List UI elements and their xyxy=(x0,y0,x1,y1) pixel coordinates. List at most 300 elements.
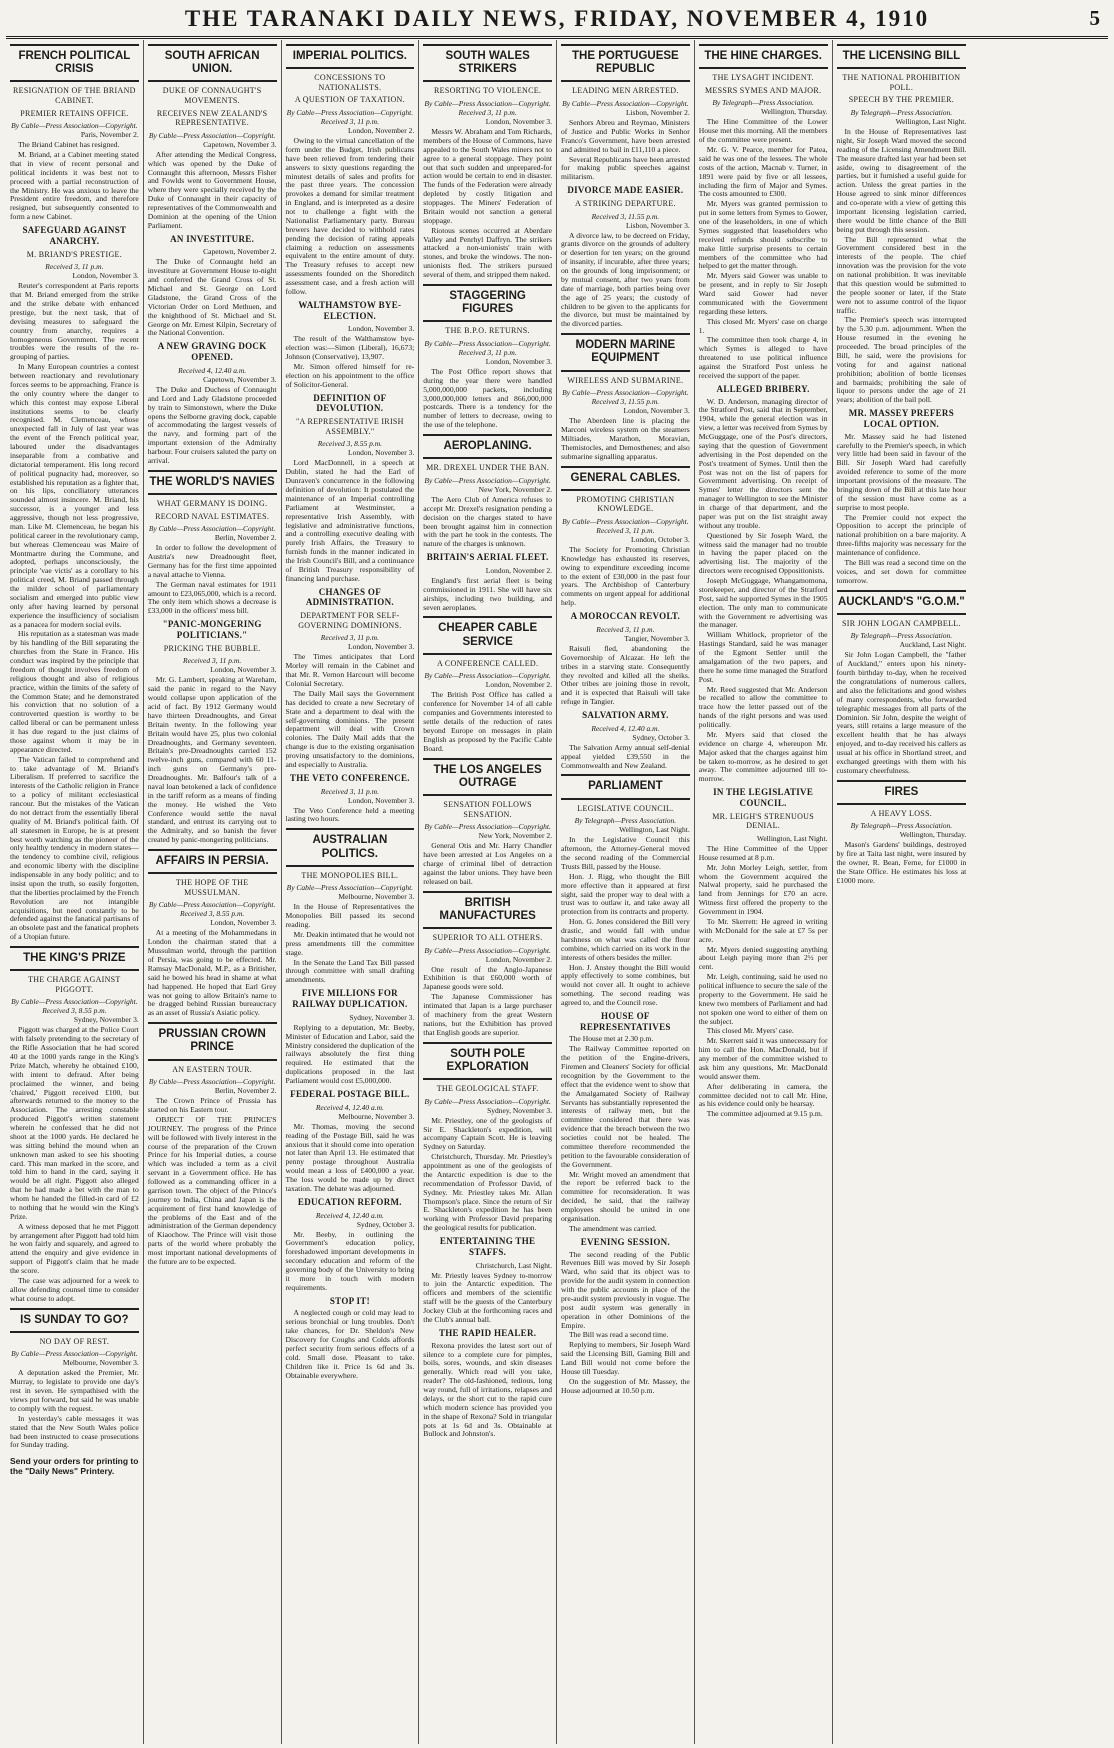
article-body xyxy=(148,929,277,1018)
article-dateline xyxy=(423,339,552,366)
article-dateline xyxy=(286,787,415,805)
article-dateline xyxy=(10,121,139,139)
article-subheading: THE GEOLOGICAL STAFF. xyxy=(436,1084,539,1094)
article-body xyxy=(286,1123,415,1194)
article-body xyxy=(423,496,552,549)
article-subheading: AN EASTERN TOUR. xyxy=(172,1064,253,1074)
dateline-place: London, November 2. xyxy=(485,954,552,964)
article-body xyxy=(10,141,139,222)
article-dateline xyxy=(837,631,967,649)
article-paragraph: On the suggestion of Mr. Massey, the House adjourned at 10.50 p.m. xyxy=(561,1376,690,1395)
article-paragraph: The House met at 2.30 p.m. xyxy=(569,1034,654,1044)
article-subheading: A STRIKING DEPARTURE. xyxy=(574,198,676,208)
article-body xyxy=(286,1231,415,1293)
article xyxy=(837,44,967,405)
article-subheading: RECORD NAVAL ESTIMATES. xyxy=(155,511,270,521)
article-body xyxy=(561,546,690,608)
article xyxy=(561,333,690,461)
dateline-source: By Cable—Press Association—Copyright. xyxy=(11,121,138,131)
article-subheading: LEGISLATIVE COUNCIL. xyxy=(577,803,674,813)
dateline-place: Melbourne, November 3. xyxy=(338,1111,415,1121)
article-dateline xyxy=(837,821,967,839)
article-paragraph: Senhors Abreu and Reymao, Ministers of Justice and Public Works in Senhor Franco's Government, have been arrested and admitted to bail in £11,110 a piece. xyxy=(561,118,690,154)
article-paragraph: The Daily Mail says the Government has decided to create a new Secretary of State and a department to deal with the self-governing dominions. The present department will deal with Crown colonies. The Daily Mail adds that the change is due to the existing organisation proving unsatisfactory to the dominions, and especially to Australia. xyxy=(285,688,415,769)
dateline-source: By Cable—Press Association—Copyright. xyxy=(424,822,551,832)
article-paragraph: One result of the Anglo-Japanese Exhibition is that £60,000 worth of Japanese goods were sold. xyxy=(423,964,552,992)
article-body xyxy=(423,128,552,280)
article-body xyxy=(561,232,690,330)
article-dateline xyxy=(10,1349,139,1367)
article-headline: THE PORTUGUESE REPUBLIC xyxy=(561,44,690,82)
article-paragraph: The second reading of the Public Revenues Bill was moved by Sir Joseph Ward, who said that its object was to provide for the audit system in connection with the public accounts in place of the pre-audit system previously in vogue. The post audit system was generally in operation in other Dominions of the Empire. xyxy=(561,1249,690,1330)
article-paragraph: Raisuli fled, abandoning the Governorship of Alcazar. He left the tribes in a starving state. Consequently they revolted and killed all the sheiks. Other tribes are joining those in revolt, and it is expected that Raisuli will take refuge in Tangier. xyxy=(561,643,690,707)
article-body xyxy=(10,1369,139,1450)
article xyxy=(423,616,552,753)
article-body xyxy=(286,903,415,985)
article-paragraph: Mr. John Morley Leigh, settler, from whom the Government acquired the Nalwal property, said he purchased the land from Jennings for £70 an acre. Witness first offered the property to the Government in 1904. xyxy=(698,862,828,917)
article-paragraph: Mr. Thomas, moving the second reading of the Postage Bill, said he was anxious that it should come into operation not later than April 13. He estimated that penny postage throughout Australia would mean a loss of £400,000 a year. The loss would be made up by direct taxation. The debate was adjourned. xyxy=(285,1121,415,1193)
article xyxy=(286,587,415,770)
article-headline: THE LICENSING BILL xyxy=(837,44,967,69)
article-headline: SOUTH WALES STRIKERS xyxy=(423,44,552,82)
article-paragraph: Mr. Massey said he had listened carefully to the Premier's speech, in which very little had been said in favour of the Bill. Sir Joseph Ward had carefully avoided reference to some of the more important provisions of the measure. The bringing down of the Bill at this late hour of the session must have come as a surprise to most people. xyxy=(836,431,967,512)
article xyxy=(837,590,967,776)
article-paragraph: Joseph McGuggage, Whangamomona, storekeeper, and director of the Stratford Post, said he supported Symes in the 1905 election. The only man to communicate with the Government re advertising was the manager. xyxy=(698,576,828,630)
article-subheading: EDUCATION REFORM. xyxy=(297,1196,402,1207)
article-paragraph: The Premier could not expect the Opposition to accept the principle of national prohibition on a bare majority. A three-fifths majority was necessary for the maintenance of confidence. xyxy=(836,512,967,558)
dateline-place: Wellington, Last Night. xyxy=(756,833,828,843)
dateline-place: Lisbon, November 2. xyxy=(626,108,690,118)
dateline-source: Received 3, 8.55 p.m. xyxy=(317,439,383,449)
dateline-place: London, November 3. xyxy=(348,324,415,334)
article-paragraph: Christchurch, Thursday. Mr. Priestley's appointment as one of the geologists of the Antarctic expedition is due to the recommendation of Professor David, of Sydney. Mr. Priestley takes Mr. Allan Thompson's place. Since the return of Sir E. Shackleton's expedition he has been working with Professor David preparing the geological results for publication. xyxy=(423,1152,552,1233)
article xyxy=(561,710,690,770)
article-paragraph: Lord MacDonnell, in a speech at Dublin, stated he had the Earl of Dunraven's concurrence in the following definition of devolution: It postulated the maintenance of an Imperial controlling Parliament at Westminster, a representative Irish Assembly, with legislative and administrative functions, and a controlling executive dealing with purely Irish Affairs, the Treasury to furnish funds in the manner indicated in the Irish Council's Bill, and a continuance of British Treasury responsibility of financing land purchase. xyxy=(285,458,415,583)
article-paragraph: General Otis and Mr. Harry Chandler have been arrested at Los Angeles on a charge of criminal libel of detraction against the labor unions. They have been released on bail. xyxy=(423,841,552,886)
article-headline: IMPERIAL POLITICS. xyxy=(286,44,415,69)
article-subheading: STOP IT! xyxy=(329,1295,370,1306)
article-body xyxy=(10,1026,139,1303)
article-paragraph: Mr. Priestly leaves Sydney to-morrow to join the Antarctic expedition. The officers and members of the scientific staff will be the guests of the Canterbury Jockey Club at the forthcoming races and the Club's annual ball. xyxy=(423,1270,552,1324)
article-paragraph: William Whitlock, proprietor of the Hastings Standard, said he was manager of the Egmont Settler until the amalgamation of the two papers, and there he some time managed the Stratford Post. xyxy=(698,630,828,684)
dateline-place: London, November 3. xyxy=(210,918,277,928)
dateline-place: London, November 2. xyxy=(485,565,552,575)
article-subheading: NO DAY OF REST. xyxy=(39,1336,110,1346)
article xyxy=(837,780,967,886)
dateline-source: Received 4, 12.40 a.m. xyxy=(315,1210,384,1220)
article xyxy=(699,787,828,1119)
article-subheading: RESORTING TO VIOLENCE. xyxy=(434,86,542,96)
article xyxy=(561,1237,690,1396)
article-paragraph: The Bill represented what the Government considered best in the interests of the people. The chief innovation was the provision for the vote on national prohibition. It was inevitable that this question would be submitted to the people sooner or later, if the State were not to assume control of the liquor traffic. xyxy=(836,234,967,315)
dateline-source: By Cable—Press Association—Copyright. Received 3, 11 p.m. xyxy=(562,516,689,535)
article-dateline xyxy=(561,212,690,230)
article-paragraph: Hon. G. Jones considered the Bill very drastic, and would fall with undue harshness on what was called the flour combine, which carried on its work in the interests of others besides the miller. xyxy=(561,917,690,962)
article-subheading: DIVORCE MADE EASIER. xyxy=(567,185,684,196)
article-body xyxy=(561,645,690,707)
column-4 xyxy=(419,40,557,1744)
article-body xyxy=(148,151,277,231)
article-body xyxy=(561,119,690,182)
dateline-source: By Cable—Press Association—Copyright. Received 3, 11 p.m. xyxy=(424,338,551,357)
article xyxy=(423,1236,552,1325)
article-paragraph: Mr. G. Lambert, speaking at Wareham, said the panic in regard to the Navy would collapse upon application of the acid of fact. By 1912 Germany would have thirteen Dreadnoughts, and Great Britain twenty. In the following year Britain would have 25, plus two colonial Dreadnoughts, and Germany seventeen. Britain's pre-Dreadnoughts carried 152 twelve-inch guns, compared with 60 11-inch guns on Germany's pre-Dreadnoughts. Mr. Balfour's talk of a naval loan betokened a lack of confidence in the tariff reform as a means of finding the money. He wished the Veto Conference would settle the naval standard, and entrust its carrying out to the Admiralty, and so banish the fever created by panic-mongering politicians. xyxy=(147,675,277,845)
article-body xyxy=(561,1251,690,1396)
article-paragraph: The Hine Committee of the Lower House met this morning. All the members of the committee were present. xyxy=(698,117,828,145)
article-dateline xyxy=(699,834,828,843)
article-paragraph: In the Senate the Land Tax Bill passed through committee with small drafting amendments. xyxy=(285,957,415,985)
dateline-place: Sydney, October 3. xyxy=(356,1219,415,1229)
article-subheading: EVENING SESSION. xyxy=(580,1236,671,1247)
article-subheading: THE VETO CONFERENCE. xyxy=(289,772,410,783)
article-dateline xyxy=(561,517,690,544)
article-paragraph: Messrs W. Abraham and Tom Richards, members of the House of Commons, have appealed to the South Wales miners not to agree to a general stoppage. They point out that such sudden and unprepared-for action would be certain to end in disaster. The funds of the Federation were already depleted by costly litigation and stoppages. The Miners' Federation of Britain would not sanction a general stoppage. xyxy=(423,127,552,225)
article-headline: FIRES xyxy=(837,780,967,805)
article-dateline xyxy=(561,625,690,643)
article-paragraph: The Veto Conference held a meeting lasting two hours. xyxy=(285,805,415,824)
dateline-source: By Telegraph—Press Association. xyxy=(850,821,953,831)
article xyxy=(10,225,139,942)
dateline-place: London, November 3. xyxy=(348,448,415,458)
article-paragraph: Mr. Wright moved an amendment that the report be referred back to the committee for reconsideration. It was decided, he said, that the railway employees should be united in one organisation. xyxy=(561,1169,690,1223)
article-subheading: DEFINITION OF DEVOLUTION. xyxy=(313,392,387,414)
article-subheading: MR. MASSEY PREFERS LOCAL OPTION. xyxy=(848,408,955,429)
article-subheading: DEPARTMENT FOR SELF-GOVERNING DOMINIONS. xyxy=(298,611,402,630)
dateline-place: Sydney, November 3. xyxy=(349,1012,415,1022)
article-paragraph: The amendment was carried. xyxy=(569,1223,657,1233)
article-body xyxy=(699,398,828,785)
article-body xyxy=(423,1117,552,1233)
article-paragraph: Mr. Beeby, in outlining the Government's education policy, foreshadowed important developments in secondary education and reform of the governing body of the University to bring it more in touch with modern requirements. xyxy=(285,1229,415,1292)
article-paragraph: W. D. Anderson, managing director of the Stratford Post, said that in September, 1904, while the general election was in view, a letter was received from Symes by McGuggage, one of the Post's directors, saying that the question of Government advertising in the Post depended on the Post's treatment of Symes. Until then the Post was not on the list of papers for Government advertising. On receipt of Symes' letter the directors sent the manager to Wellington to see the Minister in charge of that department, and the paper was put on the list straight away without any trouble. xyxy=(698,396,828,530)
dateline-source: By Telegraph—Press Association. xyxy=(850,631,953,641)
article-dateline xyxy=(148,524,277,542)
article xyxy=(837,408,967,585)
article-paragraph: The Premier's speech was interrupted by the 5.30 p.m. adjournment. When the House resumed in the evening he proceeded. The broad principles of the Bill, he said, were the provisions for voting for and against national prohibition; abolition of bottle licenses and barmaids; prohibiting the sale of liquor to persons under the age of 21 years; abolition of the bail poll. xyxy=(836,315,967,405)
article xyxy=(561,611,690,707)
article-paragraph: In the House of Representatives last night, Sir Joseph Ward moved the second reading of the Licensing Amendment Bill. The measure drafted last year had been set aside, owing to disagreement of the parties, but it furnished a useful guide for action. Unless the great parties in the House agreed to sink minor differences and co-operate with a view of getting this important licensing legislation carried, there would be little chance of the Bill being put through this session. xyxy=(836,127,967,234)
dateline-source: By Cable—Press Association—Copyright. xyxy=(424,671,551,681)
article-headline: THE LOS ANGELES OUTRAGE xyxy=(423,758,552,796)
article-paragraph: To Mr. Skerrett: He agreed in writing with McDonald for the sale at £7 5s per acre. xyxy=(698,916,828,944)
article-subheading: PRICKING THE BUBBLE. xyxy=(163,643,261,653)
article-headline: BRITISH MANUFACTURES xyxy=(423,891,552,929)
dateline-place: London, November 2. xyxy=(348,126,415,135)
dateline-source: Received 4, 12.40 a.m. xyxy=(315,1102,384,1112)
article-paragraph: Replying to a deputation, Mr. Beeby, Minister of Education and Labor, said the Ministry considered the duplication of the railways absolutely the first thing required. He estimated that the duplications proposed in the last Parliament would cost £5,000,000. xyxy=(285,1022,415,1086)
article-subheading: IN THE LEGISLATIVE COUNCIL. xyxy=(713,787,814,808)
article-dateline xyxy=(423,99,552,126)
article-headline: THE KING'S PRIZE xyxy=(10,946,139,971)
article-paragraph: Mr. Leigh, continuing, said he used no political influence to secure the sale of the property to the Government. He said he knew two members of Parliament and had not spoken one word to either of them on the subject. xyxy=(698,972,828,1026)
article-subheading: FEDERAL POSTAGE BILL. xyxy=(290,1088,410,1099)
article-subheading: "A REPRESENTATIVE IRISH ASSEMBLY." xyxy=(295,417,404,436)
article-body xyxy=(837,841,967,885)
article-subheading: HOUSE OF REPRESENTATIVES xyxy=(580,1010,671,1032)
article-subheading: WHAT GERMANY IS DOING. xyxy=(156,499,268,509)
article xyxy=(286,828,415,985)
article-body xyxy=(561,744,690,771)
article xyxy=(423,434,552,549)
article-body xyxy=(423,368,552,430)
column-3 xyxy=(282,40,420,1744)
article xyxy=(286,1089,415,1194)
article xyxy=(148,234,277,339)
article-paragraph: The committee then took charge 4, in which Symes is alleged to have threatened to use political influence against the Stratford Post unless he received the support of the paper. xyxy=(698,335,828,380)
article-dateline xyxy=(423,822,552,840)
article-paragraph: The Times anticipates that Lord Morley will remain in the Cabinet and that Mr. R. Vernon Harcourt will become Colonial Secretary. xyxy=(285,652,415,689)
article-dateline xyxy=(561,816,690,834)
article-paragraph: Mr. Myers said Gower was unable to be present, and in reply to Sir Joseph Ward said Gower had never communicated with the Government regarding these letters. xyxy=(698,271,828,316)
column-1 xyxy=(6,40,144,1744)
dateline-place: Berlin, November 2. xyxy=(214,1086,277,1096)
dateline-source: Received 3, 11 p.m. xyxy=(45,262,104,272)
article-paragraph: After deliberating in camera, the committee decided not to call Mr. Hine, as his evidence could only be hearsay. xyxy=(698,1081,828,1109)
article xyxy=(561,185,690,329)
article xyxy=(148,470,277,616)
dateline-source: Received 3, 11.55 p.m. xyxy=(591,211,660,221)
article-subheading: M. BRIAND'S PRESTIGE. xyxy=(26,249,123,259)
article-paragraph: Reuter's correspondent at Paris reports that M. Briand emerged from the strike and the strike debate with enhanced prestige, but the next task, that of devising measures to safeguard the country from anarchy, requires a homogeneous Government. The recent troubles were the results of the re-grouping of parties. xyxy=(10,281,139,362)
article-headline: CHEAPER CABLE SERVICE xyxy=(423,616,552,654)
article-headline: AUCKLAND'S "G.O.M." xyxy=(837,590,967,615)
article xyxy=(561,466,690,609)
article-subheading: PROMOTING CHRISTIAN KNOWLEDGE. xyxy=(576,494,675,514)
dateline-source: By Cable—Press Association—Copyright. Received 3, 11 p.m. xyxy=(424,99,551,118)
article-subheading: "PANIC-MONGERING POLITICIANS." xyxy=(162,619,262,641)
article xyxy=(148,341,277,465)
article-subheading: SUPERIOR TO ALL OTHERS. xyxy=(432,933,543,943)
article-paragraph: The result of the Walthamstow bye-election was:—Simon (Liberal), 16,673; Johnson (Conservative), 13,907. xyxy=(285,334,415,362)
article-body xyxy=(286,1024,415,1086)
dateline-place: Wellington, Last Night. xyxy=(895,117,967,126)
article-headline: THE WORLD'S NAVIES xyxy=(148,470,277,495)
dateline-source: By Cable—Press Association—Copyright. xyxy=(148,1077,276,1087)
dateline-source: By Cable—Press Association—Copyright. xyxy=(148,524,276,534)
article-subheading: THE CHARGE AGAINST PIGGOTT. xyxy=(28,975,121,994)
article-body xyxy=(561,417,690,461)
page-number: 5 xyxy=(1089,6,1100,30)
article-dateline xyxy=(286,883,415,901)
article-paragraph: The German naval estimates for 1911 amount to £23,065,000, which is a record. The only item which shows a decrease is £33,000 in the officers' mess bill. xyxy=(147,579,277,616)
dateline-source: By Cable—Press Association—Copyright. xyxy=(424,1096,551,1106)
article-dateline xyxy=(561,724,690,742)
article-subheading: THE HOPE OF THE MUSSULMAN. xyxy=(175,878,249,897)
article xyxy=(286,988,415,1086)
article-paragraph: Mr. Myers denied suggesting anything about Leigh paying more than 2½ per cent. xyxy=(698,944,828,972)
article-paragraph: In yesterday's cable messages it was stated that the New South Wales police had been instructed to cease prosecutions for Sunday trading. xyxy=(10,1413,139,1450)
article-paragraph: The Railway Committee reported on the petition of the Engine-drivers, Firemen and Cleaners' Society for official recognition by the Government to the effect that the evidence went to show that the Amalgamated Society of Railway Servants has substantially represented the interests of railway men, but the committee considered that there was evidence that the breach between the two societies could not be healed. The committee therefore recommended the petition to the favourable consideration of the Government. xyxy=(561,1044,690,1169)
dateline-place: Wellington, Last Night. xyxy=(619,825,690,835)
article-paragraph: In order to follow the development of Austria's new Dreadnought fleet, Germany has for the first time appointed a naval attache to Vienna. xyxy=(147,543,277,579)
article-body xyxy=(423,577,552,613)
article-subheading: A CONFERENCE CALLED. xyxy=(436,658,539,668)
article-dateline xyxy=(148,247,277,256)
article-dateline xyxy=(561,388,690,415)
article xyxy=(423,1328,552,1439)
article-paragraph: After attending the Medical Congress, which was opened by the Duke of Connaught this afternoon, Messrs Fisher and Fowlds went to Government House, where they were specially received by the Duke of Connaught in their capacity of representatives of the Commonwealth and Dominion at the opening of the Union Parliament. xyxy=(147,149,277,230)
article-paragraph: His reputation as a statesman was made by his handling of the Bill separating the churches from the State in France. His conduct was inspired by the principle that freedom of thought involves freedom of religious thought and also of religious practice, within the limits of the safety of the Common State; and he demonstrated his conviction that no solution of a controverted question is worthy to be called liberal or can be permanent unless it has due regard to the just claims of those against whom it may be in appearance directed. xyxy=(10,629,139,754)
article-body xyxy=(423,966,552,1038)
article-subheading: SPEECH BY THE PREMIER. xyxy=(848,95,955,105)
article-body xyxy=(286,653,415,769)
article-dateline xyxy=(148,131,277,149)
printery-notice: Send your orders for printing to the "Daily News" Printery. xyxy=(10,1456,139,1477)
article-headline: AUSTRALIAN POLITICS. xyxy=(286,828,415,866)
article xyxy=(148,619,277,845)
article-paragraph: The British Post Office has called a conference for November 14 of all cable companies and Governments interested to settle details of the reduction of rates beyond Europe on messages in plain English as proposed by the Pacific Cable Board. xyxy=(423,690,552,753)
article xyxy=(148,849,277,1018)
article-dateline xyxy=(423,566,552,575)
article-paragraph: Mason's Gardens' buildings, destroyed by fire at Taita last night, were insured by the owner, R. Bean, Ferne, for £1000 in the State Office. He estimates his loss at £1000 more. xyxy=(836,840,967,885)
article-subheading: RECEIVES NEW ZEALAND'S REPRESENTATIVE. xyxy=(156,108,268,128)
dateline-source: By Cable—Press Association—Copyright. Received 3, 8.55 p.m. xyxy=(148,900,276,919)
article-paragraph: Hon. J. Rigg, who thought the Bill more effective than it appeared at first sight, said the proper way to deal with a trust was to outlaw it, and take away all protection from its contracts and property. xyxy=(561,871,690,917)
article-dateline xyxy=(423,946,552,964)
article-body xyxy=(10,282,139,942)
dateline-place: New York, November 2. xyxy=(478,831,552,841)
article-headline: AFFAIRS IN PERSIA. xyxy=(148,849,277,874)
dateline-place: Melbourne, November 3. xyxy=(62,1358,139,1368)
column-5 xyxy=(557,40,695,1744)
article-subheading: LEADING MEN ARRESTED. xyxy=(572,86,679,96)
article-headline: STAGGERING FIGURES xyxy=(423,284,552,322)
dateline-place: Auckland, Last Night. xyxy=(899,640,967,650)
article xyxy=(286,44,415,297)
article xyxy=(423,758,552,887)
article-paragraph: The committee adjourned at 9.15 p.m. xyxy=(706,1109,823,1119)
article-subheading: AN INVESTITURE. xyxy=(170,233,255,244)
article-paragraph: The Japanese Commissioner has intimated that Japan is a large purchaser of machinery from the great Western nations, but the Exhibition has proved that English goods are superior. xyxy=(423,992,552,1037)
dateline-source: By Telegraph—Press Association. xyxy=(574,816,677,826)
article-dateline xyxy=(286,1211,415,1229)
article-paragraph: Mr. Reed suggested that Mr. Anderson be recalled to allow the committee to trace how the letter passed out of the hands of the right persons and was used politically. xyxy=(698,684,828,730)
article-headline: AEROPLANING. xyxy=(423,434,552,459)
article-body xyxy=(423,1342,552,1440)
column-2 xyxy=(144,40,282,1744)
article-body xyxy=(148,1097,277,1267)
article xyxy=(286,773,415,825)
dateline-place: London, November 2. xyxy=(485,680,552,690)
dateline-source: By Cable—Press Association—Copyright. Received 3, 8.55 p.m. xyxy=(11,997,138,1016)
article-paragraph: The Hine Committee of the Upper House resumed at 8 p.m. xyxy=(698,843,828,862)
dateline-place: London, November 3. xyxy=(348,642,415,652)
article-body xyxy=(837,128,967,405)
article xyxy=(699,384,828,784)
masthead xyxy=(6,6,1108,39)
article-dateline xyxy=(148,656,277,674)
article-body xyxy=(837,433,967,586)
dateline-source: By Cable—Press Association—Copyright. xyxy=(562,99,689,109)
article xyxy=(148,1022,277,1267)
dateline-place: Wellington, Thursday. xyxy=(761,107,828,117)
article-dateline xyxy=(561,99,690,117)
article-paragraph: This closed Mr. Myers' case on charge 1. xyxy=(698,316,828,335)
article-body xyxy=(699,845,828,1119)
article-paragraph: Mr. Deakin intimated that he would not press amendments till the committee stage. xyxy=(285,929,415,957)
article-headline: PARLIAMENT xyxy=(561,774,690,799)
article-body xyxy=(423,842,552,886)
article-subheading: SIR JOHN LOGAN CAMPBELL. xyxy=(841,618,961,628)
article-paragraph: Several Republicans have been arrested for making public speeches against militarism. xyxy=(561,154,690,182)
dateline-source: By Telegraph—Press Association. xyxy=(850,108,953,117)
dateline-place: London, October 3. xyxy=(631,534,690,544)
article-paragraph: In the Legislative Council this afternoon, the Attorney-General moved the second reading of the Commercial Trusts Bill, passed by the House. xyxy=(561,835,690,871)
article-subheading: MR. DREXEL UNDER THE BAN. xyxy=(426,463,550,473)
article-body xyxy=(148,544,277,616)
article-subheading: MR. LEIGH'S STRENUOUS DENIAL. xyxy=(712,811,814,831)
column-container xyxy=(6,40,1108,1744)
article-paragraph: The Bill was read a second time. xyxy=(569,1330,669,1340)
article-paragraph: England's first aerial fleet is being commissioned in 1911. She will have six airships, including two building, and seven aeroplanes. xyxy=(423,575,552,612)
article-subheading: WIRELESS AND SUBMARINE. xyxy=(567,375,684,385)
dateline-place: Tangier, November 3. xyxy=(624,633,690,643)
article xyxy=(561,774,690,1007)
dateline-source: By Cable—Press Association—Copyright. xyxy=(11,1349,138,1359)
article-paragraph: Owing to the virtual cancellation of the form under the Budget, Irish publicans have been relieved from tendering their answers to sixty questions regarding the minutest details of sales and profits for the past three years. The concession provokes a demand for similar treatment in England, and is interpreted as a desire not to challenge a fight with the Nationalist Parliamentary party. Bureau brewers have decided to withhold rates pending the decision of rating appeals claiming a reduction on assessments equivalent to the entire amount of duty. The Treasury refuses to accept new assessments founded on the Shoreditch assessment case, and a fresh action will follow. xyxy=(285,136,415,296)
dateline-source: Received 4, 12.40 a.m. xyxy=(591,723,660,733)
article-subheading: SAFEGUARD AGAINST ANARCHY. xyxy=(22,225,127,246)
article xyxy=(148,44,277,231)
article-dateline xyxy=(286,439,415,457)
article-paragraph: OBJECT OF THE PRINCE'S JOURNEY. The progress of the Prince will be followed with lively interest in the course of the preparation of the Crown Prince for his Imperial duties, a course which was included a term as a civil servant in a Government office. He has followed as a commanding officer in a garrison town. The object of the Prince's journey to India, China and Japan is the acquirement of first hand knowledge of the problems of the East and of the administration of the German dependency of Kiaochow. The Prince will visit those parts of the world where probably the most important national developments of the future are to be expected. xyxy=(147,1114,277,1266)
article-subheading: THE MONOPOLIES BILL. xyxy=(301,870,399,880)
article-dateline xyxy=(286,324,415,333)
article-paragraph: Mr. Skerrett said it was unnecessary for him to call the Hon. MacDonald, but if any member of the committee wished to ask him any questions, Mr. MacDonald would answer them. xyxy=(698,1036,828,1081)
article-paragraph: Replying to members, Sir Joseph Ward said the Licensing Bill, Gaming Bill and Land Bill would not come before the House till Tuesday. xyxy=(561,1340,690,1376)
dateline-source: By Cable—Press Association—Copyright. xyxy=(286,883,414,893)
article-subheading: ALLEGED BRIBERY. xyxy=(716,383,810,394)
article xyxy=(561,1011,690,1234)
article-paragraph: M. Briand, at a Cabinet meeting stated that in view of recent personal and political incidents it was best not to proceed with a partial reconstruction of the Ministry. He was anxious to leave the President entire freedom, and therefore resigned, but subsequently consented to form a new Cabinet. xyxy=(10,150,139,222)
article-dateline xyxy=(423,476,552,494)
article-dateline xyxy=(148,366,277,384)
article-body xyxy=(561,836,690,1008)
article xyxy=(286,300,415,390)
dateline-place: Sydney, November 3. xyxy=(73,1015,139,1025)
dateline-place: Paris, November 2. xyxy=(80,130,139,140)
article-dateline xyxy=(837,108,967,126)
article-dateline xyxy=(148,1077,277,1095)
article-paragraph: A neglected cough or cold may lead to serious bronchial or lung troubles. Don't take chances, for Dr. Sheldon's New Discovery for Coughs and Colds affords perfect security from serious effects of a cold. Small dose. Pleasant to take. Children like it. Price 1s 6d and 3s. Obtainable everywhere. xyxy=(285,1308,415,1380)
article-headline: MODERN MARINE EQUIPMENT xyxy=(561,333,690,371)
article-subheading: THE NATIONAL PROHIBITION POLL. xyxy=(842,73,961,92)
article-paragraph: A deputation asked the Premier, Mr. Murray, to legislate to provide one day's rest in seven. He sympathised with the views put forward, but said he was unable to comply with the request. xyxy=(10,1368,139,1413)
dateline-place: Wellington, Thursday. xyxy=(899,830,967,840)
article-subheading: ENTERTAINING THE STAFFS. xyxy=(439,1236,536,1257)
article-paragraph: Mr. Myers was granted permission to put in some letters from Symes to Gower, one of the leaseholders, in one of which Symes suggested that leaseholders who received refunds should subscribe to make little surprise presents to certain members of the committee who had helped to get the matter through. xyxy=(698,199,828,271)
article-subheading: THE RAPID HEALER. xyxy=(438,1327,537,1338)
article xyxy=(423,891,552,1038)
article xyxy=(423,284,552,430)
article-headline: SOUTH AFRICAN UNION. xyxy=(148,44,277,82)
article xyxy=(286,393,415,584)
dateline-place: Sydney, October 3. xyxy=(632,732,690,742)
dateline-source: By Telegraph—Press Association. xyxy=(712,98,814,108)
article-paragraph: The Society for Promoting Christian Knowledge has exhausted its reserves, owing to expenditure exceeding income to the extent of £30,000 in the past four years. The Archbishop of Canterbury comments on urgent appeal for additional help. xyxy=(561,544,690,608)
dateline-source: Received 3, 11 p.m. xyxy=(183,656,242,666)
article-body xyxy=(148,386,277,466)
article xyxy=(561,44,690,182)
article-subheading: THE B.P.O. RETURNS. xyxy=(445,326,530,336)
article xyxy=(286,1296,415,1381)
article-body xyxy=(148,258,277,338)
dateline-source: By Cable—Press Association—Copyright. Received 3, 11.55 p.m. xyxy=(562,388,689,407)
dateline-place: Sydney, November 3. xyxy=(487,1105,552,1115)
article-paragraph: Mr. Myers said that closed the evidence on charge 4, whereupon Mr. Major asked that the charges against him be taken to-morrow, as he desired to get away. The committee adjourned till to-morrow. xyxy=(698,729,828,784)
article-body xyxy=(286,459,415,583)
article xyxy=(423,552,552,612)
